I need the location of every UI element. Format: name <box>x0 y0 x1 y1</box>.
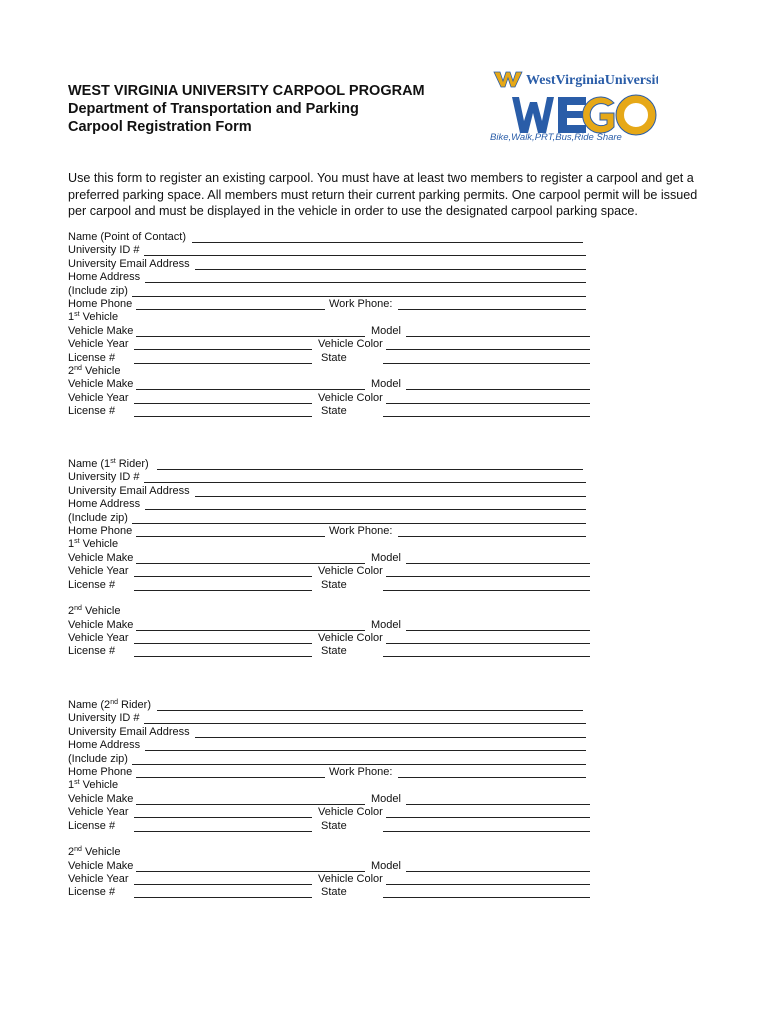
university-id-field[interactable] <box>144 723 586 724</box>
vehicle-year-field[interactable] <box>134 643 312 644</box>
vehicle-color-label: Vehicle Color <box>318 873 383 886</box>
second-vehicle-heading-label: 2nd Vehicle <box>68 846 121 859</box>
second-vehicle-heading-label: 2nd Vehicle <box>68 364 121 377</box>
state-field[interactable] <box>383 897 590 898</box>
license-field[interactable] <box>134 831 312 832</box>
state-label: State <box>321 351 347 364</box>
email-row <box>68 258 598 271</box>
form-title-block <box>68 82 425 136</box>
vehicle-year-field[interactable] <box>134 403 312 404</box>
home-address-row <box>68 498 598 511</box>
first-vehicle-heading-label: 1st Vehicle <box>68 538 119 551</box>
university-id-row <box>68 712 598 725</box>
first-vehicle-make-row <box>68 552 598 565</box>
email-field[interactable] <box>195 496 586 497</box>
vehicle-color-label: Vehicle Color <box>318 565 383 578</box>
second-vehicle-heading-label: 2nd Vehicle <box>68 605 121 618</box>
name-row <box>68 231 598 244</box>
vehicle-year-label: Vehicle Year <box>68 338 129 351</box>
program-title: WEST VIRGINIA UNIVERSITY CARPOOL PROGRAM <box>68 83 425 99</box>
university-id-label: University ID # <box>68 471 140 484</box>
state-field[interactable] <box>383 656 590 657</box>
vehicle-year-label: Vehicle Year <box>68 565 129 578</box>
model-field[interactable] <box>406 389 590 390</box>
license-field[interactable] <box>134 363 312 364</box>
name-field[interactable] <box>157 469 583 470</box>
model-field[interactable] <box>406 563 590 564</box>
vehicle-make-label: Vehicle Make <box>68 378 134 391</box>
vehicle-color-field[interactable] <box>386 576 590 577</box>
model-field[interactable] <box>406 804 590 805</box>
include-zip-label: (Include zip) <box>68 752 128 765</box>
include-zip-label: (Include zip) <box>68 284 128 297</box>
phone-row <box>68 525 598 538</box>
vehicle-year-label: Vehicle Year <box>68 632 129 645</box>
vehicle-make-field[interactable] <box>136 336 365 337</box>
name-field[interactable] <box>192 242 583 243</box>
first-license-row <box>68 820 598 833</box>
second-vehicle-make-row <box>68 619 598 632</box>
vehicle-color-label: Vehicle Color <box>318 632 383 645</box>
vehicle-make-field[interactable] <box>136 630 365 631</box>
vehicle-year-field[interactable] <box>134 817 312 818</box>
first-vehicle-year-row <box>68 565 598 578</box>
vehicle-make-field[interactable] <box>136 804 365 805</box>
first-vehicle-heading <box>68 311 598 324</box>
home-address-zip-field[interactable] <box>132 296 586 297</box>
home-address-row <box>68 739 598 752</box>
include-zip-row <box>68 512 598 525</box>
first-vehicle-make-row <box>68 325 598 338</box>
second-vehicle-heading <box>68 605 598 618</box>
license-field[interactable] <box>134 897 312 898</box>
home-address-zip-field[interactable] <box>132 764 586 765</box>
work-phone-label: Work Phone: <box>329 765 393 778</box>
home-address-zip-field[interactable] <box>132 523 586 524</box>
model-field[interactable] <box>406 336 590 337</box>
home-phone-label: Home Phone <box>68 765 133 778</box>
home-phone-field[interactable] <box>136 309 325 310</box>
home-address-label: Home Address <box>68 498 141 511</box>
spacer-row <box>68 833 598 846</box>
vehicle-color-field[interactable] <box>386 817 590 818</box>
license-label: License # <box>68 645 116 658</box>
work-phone-field[interactable] <box>398 777 586 778</box>
license-label: License # <box>68 578 116 591</box>
include-zip-label: (Include zip) <box>68 511 128 524</box>
state-label: State <box>321 886 347 899</box>
first-vehicle-make-row <box>68 793 598 806</box>
license-field[interactable] <box>134 416 312 417</box>
name-label: Name (2nd Rider) <box>68 699 151 711</box>
second-vehicle-heading <box>68 365 598 378</box>
department-title: Department of Transportation and Parking <box>68 101 359 117</box>
member-section-2 <box>68 458 598 659</box>
model-field[interactable] <box>406 871 590 872</box>
university-id-row <box>68 244 598 257</box>
model-label: Model <box>371 324 401 337</box>
state-field[interactable] <box>383 590 590 591</box>
second-vehicle-year-row <box>68 392 598 405</box>
first-license-row <box>68 352 598 365</box>
university-id-label: University ID # <box>68 244 140 257</box>
license-label: License # <box>68 819 116 832</box>
vehicle-year-label: Vehicle Year <box>68 806 129 819</box>
work-phone-label: Work Phone: <box>329 297 393 310</box>
phone-row <box>68 766 598 779</box>
model-label: Model <box>371 378 401 391</box>
phone-row <box>68 298 598 311</box>
first-vehicle-heading-label: 1st Vehicle <box>68 311 119 324</box>
license-label: License # <box>68 405 116 418</box>
first-vehicle-heading <box>68 779 598 792</box>
state-field[interactable] <box>383 416 590 417</box>
license-field[interactable] <box>134 590 312 591</box>
vehicle-make-label: Vehicle Make <box>68 792 134 805</box>
vehicle-make-label: Vehicle Make <box>68 551 134 564</box>
vehicle-color-field[interactable] <box>386 349 590 350</box>
form-title: Carpool Registration Form <box>68 119 252 135</box>
first-vehicle-year-row <box>68 338 598 351</box>
university-id-field[interactable] <box>144 482 586 483</box>
state-field[interactable] <box>383 831 590 832</box>
vehicle-color-field[interactable] <box>386 403 590 404</box>
spacer-row <box>68 592 598 605</box>
vehicle-make-label: Vehicle Make <box>68 618 134 631</box>
home-phone-field[interactable] <box>136 777 325 778</box>
first-vehicle-heading-label: 1st Vehicle <box>68 779 119 792</box>
email-row <box>68 485 598 498</box>
model-field[interactable] <box>406 630 590 631</box>
wv-flying-logo-icon <box>494 72 522 87</box>
name-label: Name (1st Rider) <box>68 458 149 470</box>
include-zip-row <box>68 285 598 298</box>
home-phone-field[interactable] <box>136 536 325 537</box>
member-section-3 <box>68 699 598 900</box>
first-vehicle-heading <box>68 538 598 551</box>
name-row <box>68 458 598 471</box>
second-license-row <box>68 645 598 658</box>
home-address-row <box>68 271 598 284</box>
email-label: University Email Address <box>68 257 190 270</box>
model-label: Model <box>371 792 401 805</box>
logo-tagline: Bike,Walk,PRT,Bus,Ride Share <box>490 132 622 142</box>
university-wordmark: WestVirginiaUniversity <box>526 73 658 88</box>
second-vehicle-make-row <box>68 378 598 391</box>
vehicle-color-field[interactable] <box>386 884 590 885</box>
member-section-1 <box>68 231 598 418</box>
second-license-row <box>68 405 598 418</box>
email-row <box>68 726 598 739</box>
vehicle-color-label: Vehicle Color <box>318 338 383 351</box>
license-label: License # <box>68 351 116 364</box>
vehicle-make-field[interactable] <box>136 871 365 872</box>
university-id-field[interactable] <box>144 255 586 256</box>
vehicle-color-label: Vehicle Color <box>318 806 383 819</box>
email-field[interactable] <box>195 737 586 738</box>
second-vehicle-make-row <box>68 860 598 873</box>
vehicle-color-label: Vehicle Color <box>318 391 383 404</box>
vehicle-year-field[interactable] <box>134 349 312 350</box>
home-address-label: Home Address <box>68 271 141 284</box>
name-row <box>68 699 598 712</box>
home-phone-label: Home Phone <box>68 297 133 310</box>
second-vehicle-heading <box>68 846 598 859</box>
vehicle-make-label: Vehicle Make <box>68 324 134 337</box>
state-label: State <box>321 578 347 591</box>
state-label: State <box>321 819 347 832</box>
intro-paragraph: Use this form to register an existing carpool. You must have at least two members to register a carpool and get a preferred parking space. All members must return their current parking permits. One carpool permit will be issued per carpool and must be displayed in the vehicle in order to use the designated carpool parking space. <box>68 171 698 218</box>
home-phone-label: Home Phone <box>68 524 133 537</box>
include-zip-row <box>68 753 598 766</box>
university-id-row <box>68 471 598 484</box>
vehicle-make-field[interactable] <box>136 389 365 390</box>
home-address-field[interactable] <box>145 750 586 751</box>
license-field[interactable] <box>134 656 312 657</box>
work-phone-label: Work Phone: <box>329 524 393 537</box>
second-vehicle-year-row <box>68 632 598 645</box>
email-field[interactable] <box>195 269 586 270</box>
work-phone-field[interactable] <box>398 309 586 310</box>
wvu-wego-logo <box>488 66 658 142</box>
email-label: University Email Address <box>68 484 190 497</box>
university-id-label: University ID # <box>68 712 140 725</box>
model-label: Model <box>371 618 401 631</box>
model-label: Model <box>371 551 401 564</box>
second-license-row <box>68 886 598 899</box>
home-address-label: Home Address <box>68 739 141 752</box>
license-label: License # <box>68 886 116 899</box>
second-vehicle-year-row <box>68 873 598 886</box>
name-label: Name (Point of Contact) <box>68 231 186 243</box>
vehicle-year-field[interactable] <box>134 884 312 885</box>
first-vehicle-year-row <box>68 806 598 819</box>
vehicle-make-label: Vehicle Make <box>68 859 134 872</box>
vehicle-make-field[interactable] <box>136 563 365 564</box>
model-label: Model <box>371 859 401 872</box>
vehicle-year-label: Vehicle Year <box>68 391 129 404</box>
state-field[interactable] <box>383 363 590 364</box>
email-label: University Email Address <box>68 725 190 738</box>
state-label: State <box>321 645 347 658</box>
home-address-field[interactable] <box>145 282 586 283</box>
first-license-row <box>68 579 598 592</box>
vehicle-color-field[interactable] <box>386 643 590 644</box>
home-address-field[interactable] <box>145 509 586 510</box>
vehicle-year-field[interactable] <box>134 576 312 577</box>
state-label: State <box>321 405 347 418</box>
work-phone-field[interactable] <box>398 536 586 537</box>
vehicle-year-label: Vehicle Year <box>68 873 129 886</box>
name-field[interactable] <box>157 710 583 711</box>
